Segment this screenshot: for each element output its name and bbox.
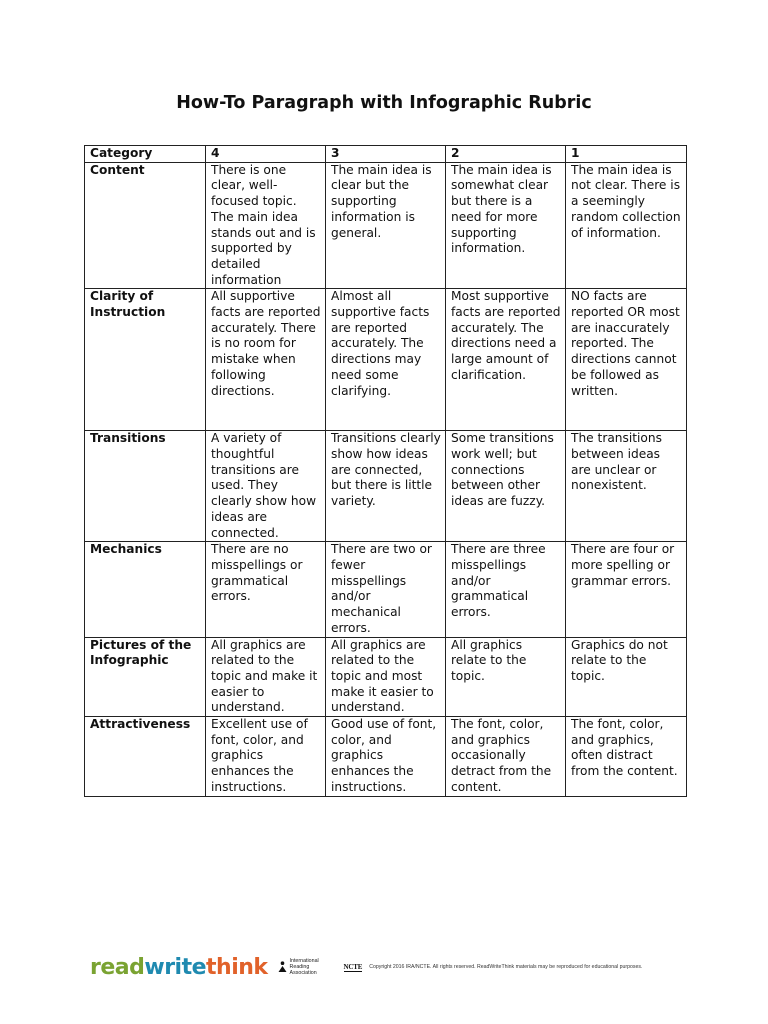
table-cell: There are three misspellings and/or grammatical errors. bbox=[446, 542, 566, 637]
table-cell: Good use of font, color, and graphics enhances the instructions. bbox=[326, 717, 446, 797]
row-category: Transitions bbox=[85, 431, 206, 542]
table-row bbox=[85, 162, 687, 289]
table-cell: The font, color, and graphics, often distract from the content. bbox=[566, 717, 687, 797]
table-cell: A variety of thoughtful transitions are used. They clearly show how ideas are connected. bbox=[206, 431, 326, 542]
row-category: Attractiveness bbox=[85, 717, 206, 797]
ira-logo bbox=[278, 958, 336, 976]
table-cell: All graphics relate to the topic. bbox=[446, 637, 566, 717]
row-category: Clarity of Instruction bbox=[85, 289, 206, 431]
table-cell: Excellent use of font, color, and graphics enhances the instructions. bbox=[206, 717, 326, 797]
header-score-4: 4 bbox=[206, 146, 326, 163]
table-cell: The main idea is not clear. There is a seemingly random collection of information. bbox=[566, 162, 687, 289]
table-cell: There is one clear, well-focused topic. The main idea stands out and is supported by detailed information bbox=[206, 162, 326, 289]
table-cell: The transitions between ideas are unclear or nonexistent. bbox=[566, 431, 687, 542]
header-score-2: 2 bbox=[446, 146, 566, 163]
table-header-row bbox=[85, 146, 687, 163]
table-row bbox=[85, 717, 687, 797]
table-cell: The main idea is clear but the supporting information is general. bbox=[326, 162, 446, 289]
header-score-3: 3 bbox=[326, 146, 446, 163]
table-cell: All graphics are related to the topic and make it easier to understand. bbox=[206, 637, 326, 717]
table-row bbox=[85, 289, 687, 431]
table-cell: There are two or fewer misspellings and/or mechanical errors. bbox=[326, 542, 446, 637]
table-cell: All graphics are related to the topic and most make it easier to understand. bbox=[326, 637, 446, 717]
logo-read: read bbox=[90, 954, 145, 980]
rubric-table bbox=[84, 145, 687, 797]
table-row bbox=[85, 431, 687, 542]
ncte-logo: NCTE bbox=[343, 962, 363, 971]
table-cell: Transitions clearly show how ideas are connected, but there is little variety. bbox=[326, 431, 446, 542]
page-title: How-To Paragraph with Infographic Rubric bbox=[176, 93, 592, 113]
row-category: Mechanics bbox=[85, 542, 206, 637]
logo-write: write bbox=[144, 954, 207, 980]
copyright-text: Copyright 2016 IRA/NCTE. All rights reserved. ReadWriteThink materials may be reproduced for educational purposes. bbox=[369, 964, 643, 970]
ira-text: International Reading Association bbox=[289, 958, 319, 976]
table-cell: The main idea is somewhat clear but there is a need for more supporting information. bbox=[446, 162, 566, 289]
header-score-1: 1 bbox=[566, 146, 687, 163]
table-cell: NO facts are reported OR most are inaccurately reported. The directions cannot be followed as written. bbox=[566, 289, 687, 431]
table-cell: Almost all supportive facts are reported accurately. The directions may need some clarifying. bbox=[326, 289, 446, 431]
row-category: Pictures of the Infographic bbox=[85, 637, 206, 717]
table-cell: Graphics do not relate to the topic. bbox=[566, 637, 687, 717]
table-cell: Most supportive facts are reported accurately. The directions need a large amount of clarification. bbox=[446, 289, 566, 431]
table-cell: There are no misspellings or grammatical errors. bbox=[206, 542, 326, 637]
header-category: Category bbox=[85, 146, 206, 163]
table-cell: The font, color, and graphics occasionally detract from the content. bbox=[446, 717, 566, 797]
table-cell: All supportive facts are reported accurately. There is no room for mistake when following directions. bbox=[206, 289, 326, 431]
ira-reader-icon bbox=[278, 961, 287, 973]
table-cell: There are four or more spelling or grammar errors. bbox=[566, 542, 687, 637]
table-row bbox=[85, 542, 687, 637]
table-cell: Some transitions work well; but connections between other ideas are fuzzy. bbox=[446, 431, 566, 542]
footer bbox=[90, 952, 690, 982]
logo-think: think bbox=[206, 954, 268, 980]
table-row bbox=[85, 637, 687, 717]
readwritethink-logo bbox=[90, 955, 268, 980]
row-category: Content bbox=[85, 162, 206, 289]
